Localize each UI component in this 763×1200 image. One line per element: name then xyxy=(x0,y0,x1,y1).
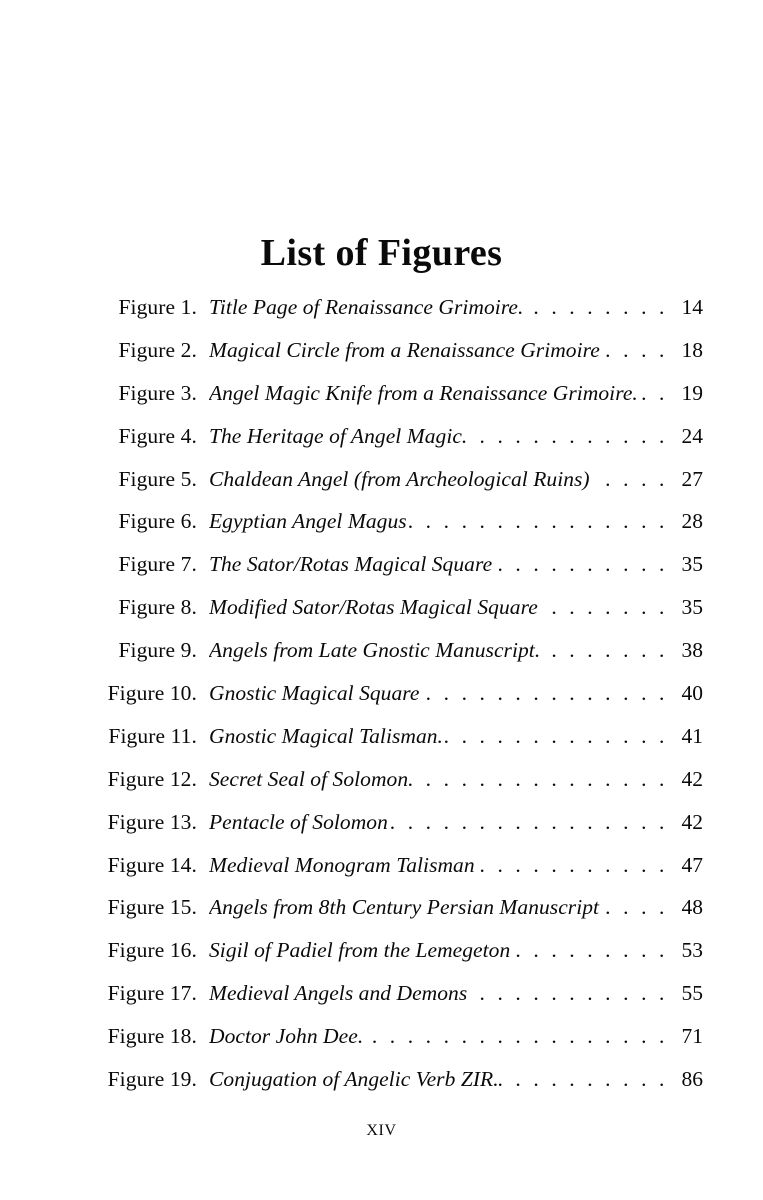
figure-list-item xyxy=(63,415,703,458)
figure-title: Gnostic Magical Talisman. xyxy=(209,723,443,748)
figure-label: Figure 1. xyxy=(118,295,197,319)
figure-page-number: 47 xyxy=(681,852,703,877)
page-folio-number: XIV xyxy=(366,1122,397,1139)
figure-title-cell xyxy=(209,500,703,543)
figure-label: Figure 12. xyxy=(107,766,197,791)
figure-page-number: 86 xyxy=(681,1067,703,1092)
figure-list-item xyxy=(63,329,703,372)
figure-list-item xyxy=(63,1058,703,1101)
figure-page-number: 14 xyxy=(681,295,703,319)
figure-title-cell xyxy=(209,629,703,672)
figure-label: Figure 3. xyxy=(118,380,197,405)
figure-list xyxy=(63,286,703,1101)
figure-page-number: 38 xyxy=(681,638,703,663)
figure-title: The Heritage of Angel Magic. xyxy=(209,423,468,448)
figure-title-cell xyxy=(209,886,703,929)
dot-leader xyxy=(498,1058,668,1101)
figure-title-cell xyxy=(209,1015,703,1058)
figure-label: Figure 18. xyxy=(107,1024,197,1049)
figure-label: Figure 5. xyxy=(118,466,197,491)
figure-page-number: 53 xyxy=(681,938,703,963)
figure-label: Figure 4. xyxy=(118,423,197,448)
figure-title: Medieval Angels and Demons xyxy=(209,981,468,1006)
figure-label: Figure 7. xyxy=(118,552,197,577)
figure-title: The Sator/Rotas Magical Square xyxy=(209,552,493,577)
figure-page-number: 28 xyxy=(681,509,703,534)
dot-leader xyxy=(522,286,668,329)
figure-label: Figure 10. xyxy=(107,681,197,706)
figure-label: Figure 15. xyxy=(107,895,197,920)
figure-list-item xyxy=(63,500,703,543)
figure-title-cell xyxy=(209,844,703,887)
figure-page-number: 27 xyxy=(681,466,703,491)
figure-title: Angel Magic Knife from a Renaissance Grimoire. xyxy=(209,380,638,405)
figure-title: Secret Seal of Solomon. xyxy=(209,766,414,791)
figure-list-item xyxy=(63,286,703,329)
figure-page-number: 41 xyxy=(681,723,703,748)
page-title: List of Figures xyxy=(260,232,503,275)
figure-page-number: 48 xyxy=(681,895,703,920)
figure-list-item xyxy=(63,672,703,715)
dot-leader xyxy=(422,672,669,715)
figure-page-number: 19 xyxy=(681,380,703,405)
dot-leader xyxy=(409,500,668,543)
figure-title-cell xyxy=(209,672,703,715)
figure-title: Medieval Monogram Talisman xyxy=(209,852,475,877)
dot-leader xyxy=(390,801,668,844)
figure-title: Gnostic Magical Square xyxy=(209,681,420,706)
figure-page-number: 18 xyxy=(681,337,703,362)
figure-title: Conjugation of Angelic Verb ZIR. xyxy=(209,1067,499,1092)
figure-page-number: 40 xyxy=(681,681,703,706)
figure-list-item xyxy=(63,458,703,501)
figure-title-cell xyxy=(209,715,703,758)
figure-page-number: 55 xyxy=(681,981,703,1006)
figure-list-item xyxy=(63,543,703,586)
figure-list-item xyxy=(63,629,703,672)
dot-leader xyxy=(477,844,668,887)
figure-list-item xyxy=(63,972,703,1015)
figure-title-cell xyxy=(209,586,703,629)
figure-title: Chaldean Angel (from Archeological Ruins) xyxy=(209,466,590,491)
dot-leader xyxy=(637,372,668,415)
dot-leader xyxy=(540,586,668,629)
figure-list-item xyxy=(63,886,703,929)
figure-label: Figure 9. xyxy=(118,638,197,663)
figure-list-item xyxy=(63,758,703,801)
dot-leader xyxy=(592,458,668,501)
figure-list-item xyxy=(63,844,703,887)
figure-page-number: 42 xyxy=(681,809,703,834)
figure-title: Pentacle of Solomon xyxy=(209,809,388,834)
figure-label: Figure 19. xyxy=(107,1067,197,1092)
figure-title-cell xyxy=(209,929,703,972)
figure-title: Magical Circle from a Renaissance Grimoire xyxy=(209,337,600,362)
figure-title-cell xyxy=(209,1058,703,1101)
figure-list-item xyxy=(63,801,703,844)
figure-list-item xyxy=(63,929,703,972)
figure-title-cell xyxy=(209,372,703,415)
figure-page-number: 71 xyxy=(681,1024,703,1049)
figure-page-number: 35 xyxy=(681,595,703,620)
figure-title: Egyptian Angel Magus xyxy=(209,509,407,534)
dot-leader xyxy=(602,329,668,372)
dot-leader xyxy=(362,1015,668,1058)
figure-title-cell xyxy=(209,972,703,1015)
figure-title-cell xyxy=(209,329,703,372)
figure-title: Modified Sator/Rotas Magical Square xyxy=(209,595,538,620)
dot-leader xyxy=(539,629,668,672)
figure-title-cell xyxy=(209,415,703,458)
figure-title-cell xyxy=(209,458,703,501)
dot-leader xyxy=(601,886,668,929)
dot-leader xyxy=(469,972,668,1015)
figure-title: Doctor John Dee. xyxy=(209,1024,364,1049)
dot-leader xyxy=(494,543,668,586)
figure-title-cell xyxy=(209,758,703,801)
figure-list-item xyxy=(63,372,703,415)
figure-title-cell xyxy=(209,543,703,586)
figure-label: Figure 11. xyxy=(108,723,197,748)
figure-page-number: 42 xyxy=(681,766,703,791)
figure-title: Sigil of Padiel from the Lemegeton xyxy=(209,938,511,963)
figure-title-cell xyxy=(209,286,703,329)
figure-label: Figure 6. xyxy=(118,509,197,534)
dot-leader xyxy=(413,758,668,801)
figure-label: Figure 14. xyxy=(107,852,197,877)
figure-list-item xyxy=(63,1015,703,1058)
figure-list-item xyxy=(63,715,703,758)
figure-title: Angels from 8th Century Persian Manuscript xyxy=(209,895,600,920)
figure-title: Title Page of Renaissance Grimoire. xyxy=(209,295,524,319)
figure-title: Angels from Late Gnostic Manuscript. xyxy=(209,638,541,663)
figure-label: Figure 13. xyxy=(107,809,197,834)
figure-label: Figure 16. xyxy=(107,938,197,963)
dot-leader xyxy=(466,415,668,458)
figure-page-number: 24 xyxy=(681,423,703,448)
figure-label: Figure 8. xyxy=(118,595,197,620)
dot-leader xyxy=(442,715,668,758)
figure-label: Figure 2. xyxy=(118,337,197,362)
dot-leader xyxy=(512,929,668,972)
figure-list-item xyxy=(63,586,703,629)
figure-title-cell xyxy=(209,801,703,844)
figure-label: Figure 17. xyxy=(107,981,197,1006)
figure-page-number: 35 xyxy=(681,552,703,577)
